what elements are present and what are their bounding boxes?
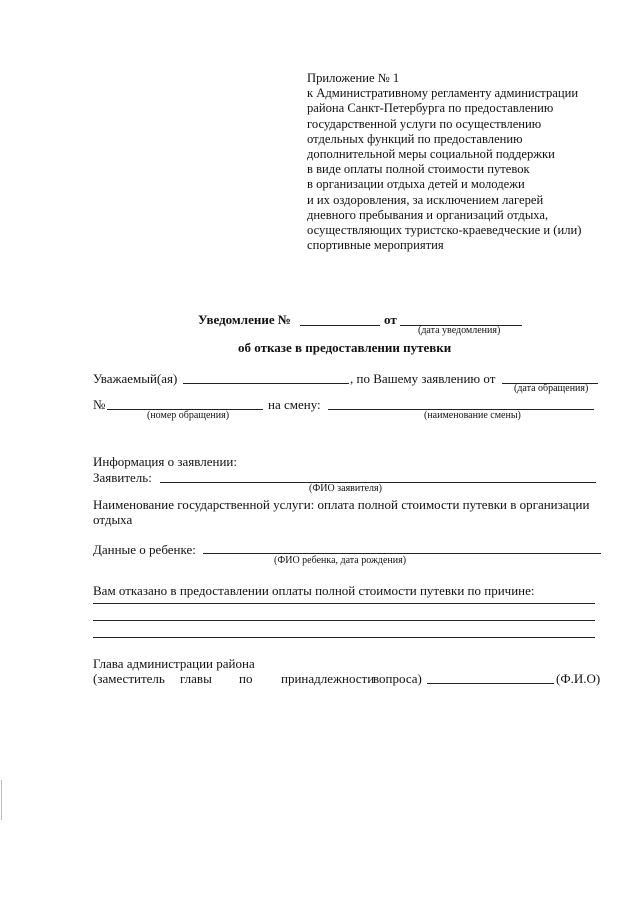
request-date-caption: (дата обращения) xyxy=(514,383,589,394)
notice-date-caption: (дата уведомления) xyxy=(418,325,501,336)
notice-number-field[interactable] xyxy=(300,325,380,326)
notice-from-label: от xyxy=(384,312,397,327)
per-request-label: , по Вашему заявлению от xyxy=(350,371,496,386)
appendix-line: осуществляющих туристско-краеведческие и (или) xyxy=(307,223,582,238)
refusal-text: Вам отказано в предоставлении оплаты полной стоимости путевки по причине: xyxy=(93,583,535,598)
signature-title: Глава администрации района xyxy=(93,656,255,671)
child-label: Данные о ребенке: xyxy=(93,542,196,557)
signature-word: принадлежности xyxy=(281,671,375,686)
notice-title: Уведомление № xyxy=(198,312,291,327)
appendix-line: в организации отдыха детей и молодежи xyxy=(307,177,525,192)
shift-caption: (наименование смены) xyxy=(424,410,521,421)
shift-label: на смену: xyxy=(268,397,321,412)
appendix-line: спортивные мероприятия xyxy=(307,238,444,253)
notice-subtitle: об отказе в предоставлении путевки xyxy=(238,340,452,355)
request-number-caption: (номер обращения) xyxy=(147,410,230,421)
service-name-line1: Наименование государственной услуги: оплата полной стоимости путевки в организации xyxy=(93,497,590,512)
refusal-reason-line-1[interactable] xyxy=(93,603,595,604)
applicant-caption: (ФИО заявителя) xyxy=(309,483,382,494)
scan-edge-mark xyxy=(1,780,2,820)
appendix-line: и их оздоровления, за исключением лагерей xyxy=(307,192,544,207)
info-heading: Информация о заявлении: xyxy=(93,454,237,469)
service-name-line2: отдыха xyxy=(93,512,133,527)
number-sign: № xyxy=(93,397,106,412)
appendix-line: государственной услуги по осуществлению xyxy=(307,116,542,131)
signature-word: (заместитель xyxy=(93,671,165,686)
child-data-field[interactable] xyxy=(203,553,601,554)
signature-word: вопроса) xyxy=(373,671,422,686)
appendix-line: дневного пребывания и организаций отдыха, xyxy=(307,207,549,222)
appendix-line: дополнительной меры социальной поддержки xyxy=(307,147,555,162)
appendix-line: района Санкт-Петербурга по предоставлению xyxy=(307,101,554,116)
appendix-line: Приложение № 1 xyxy=(307,71,400,85)
signature-field[interactable] xyxy=(427,683,554,684)
addressee-field[interactable] xyxy=(183,383,349,384)
refusal-reason-line-2[interactable] xyxy=(93,620,595,621)
signature-word: главы xyxy=(180,671,212,686)
appendix-header xyxy=(307,71,581,253)
refusal-reason-line-3[interactable] xyxy=(93,637,595,638)
applicant-label: Заявитель: xyxy=(93,470,152,485)
greeting-label: Уважаемый(ая) xyxy=(93,371,178,386)
appendix-line: отдельных функций по предоставлению xyxy=(307,131,523,146)
child-caption: (ФИО ребенка, дата рождения) xyxy=(274,555,407,566)
appendix-line: в виде оплаты полной стоимости путевок xyxy=(307,162,530,177)
signature-fio: (Ф.И.О) xyxy=(556,671,601,686)
signature-word: по xyxy=(239,671,253,686)
appendix-line: к Административному регламенту администрации xyxy=(307,86,579,101)
